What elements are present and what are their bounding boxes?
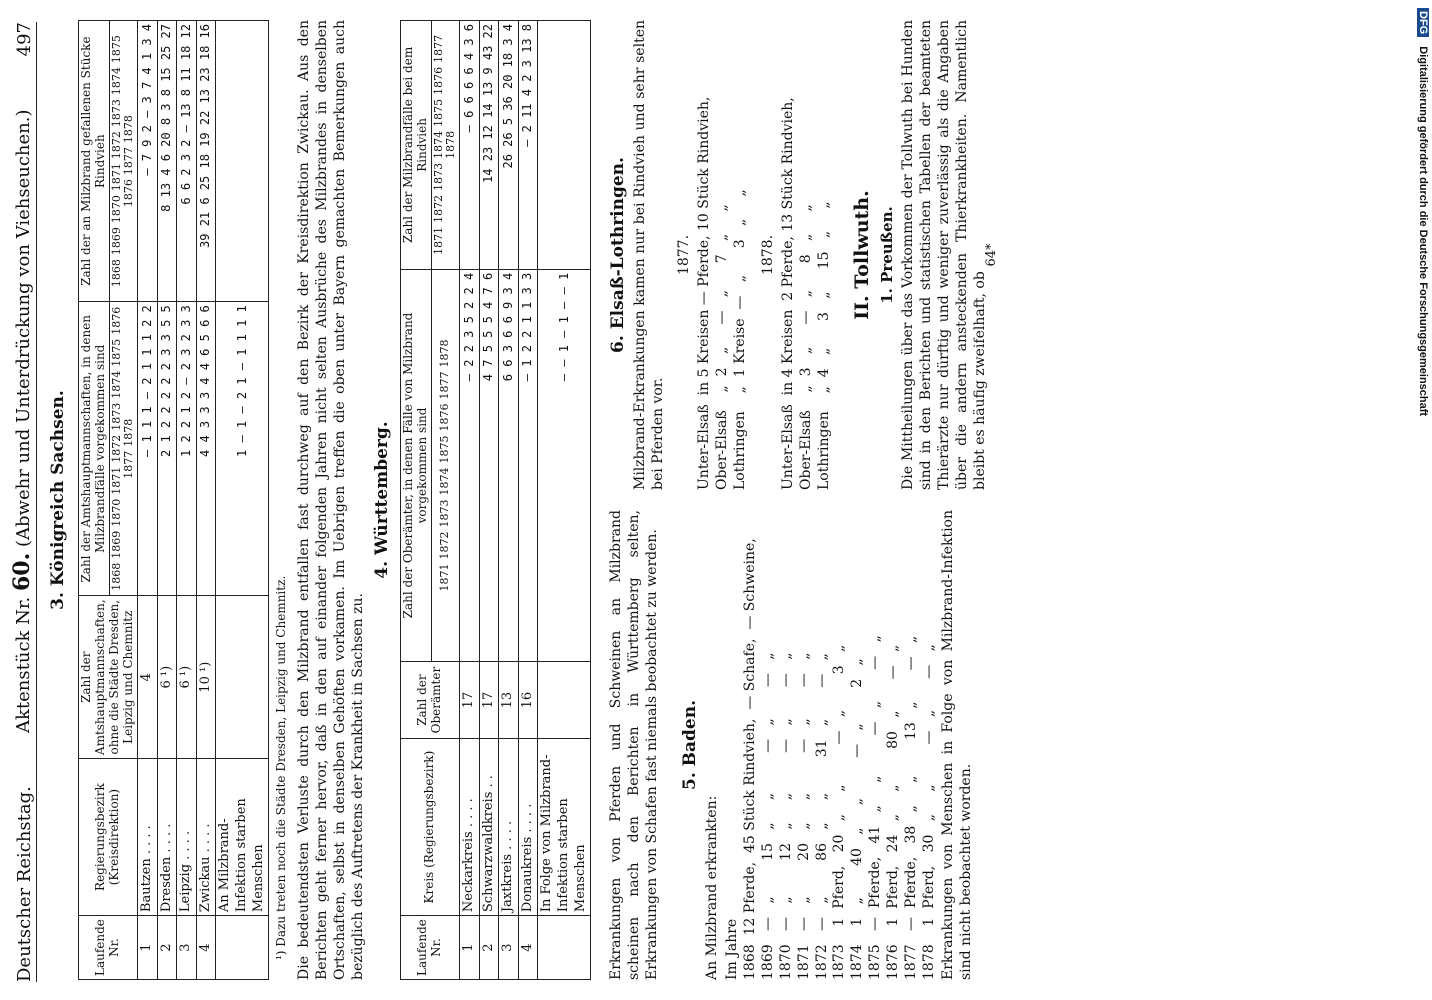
list-item: Unter-Elsaß in 4 Kreisen 2 Pferde, 13 Stück Rindvieh, [780,97,796,490]
list-item: 1875 — Pferde, 41 „ „ — „ — „ [867,635,884,980]
header-left: Deutscher Reichstag. [13,786,35,982]
elsass-list-1878 [780,20,834,490]
list-item: Ober-Elsaß „ 2 „ — „ 7 „ „ [713,204,730,490]
table-row: 3 Jaxtkreis . . . . 13 6 6 3 6 6 9 3 4 26 26 5 36 20 18 3 4 [499,21,519,980]
page-number: 497 [13,22,35,57]
table-row: In Folge von Milzbrand-Infektion starben Menschen — — 1 — 1 — — 1 [538,21,591,980]
signature-mark: 64* [984,243,999,267]
saxony-col-zahl: Zahl der Amtshauptmannschaften, ohne die Städte Dresden, Leipzig und Chemnitz [79,596,138,759]
table-row: 3 Leipzig . . . . 6 ¹) 1 2 2 1 2 — 2 3 2 3 3 6 6 2 3 2 — 13 8 11 18 12 [177,21,197,980]
year-label: 1875 [437,435,451,464]
year-label: 1873 [109,99,123,128]
year-label: 1871 [109,163,123,192]
saxony-heading: 3. Königreich Sachsen. [48,390,68,610]
year-label: 1869 [109,227,123,256]
tollwuth-heading: II. Tollwuth. [851,190,873,320]
list-item: Im Jahre [724,918,740,980]
saxony-col-bezirk: Regierungsbezirk (Kreisdirektion) [79,759,138,916]
year-label: 1878 [444,130,458,159]
stamp-text: Digitalisierung gefördert durch die Deutsche Forschungsgemeinschaft [1417,46,1429,417]
list-item: Unter-Elsaß in 5 Kreisen — Pferde, 10 Stück Rindvieh, [696,96,712,490]
wt-col-zahl: Zahl der Oberämter [401,662,460,739]
year-label: 1872 [109,434,123,463]
saxony-years-g2 [109,21,137,302]
saxony-col-lfd: Laufende Nr. [79,916,138,980]
year-label: 1871 [431,226,445,255]
year-label: 1878 [122,418,136,447]
header-right: (Abwehr und Unterdrückung von Viehseuchen.) [12,109,34,547]
year-label: 1877 [122,147,136,176]
wt-group1: Zahl der Oberämter, in denen Fälle von Milzbrand vorgekommen sind [401,269,432,661]
saxony-group1: Zahl der Amtshauptmannschaften, in denen Milzbrandfälle vorgekommen sind [79,302,110,596]
year-label: 1877 [122,450,136,479]
year-label: 1877 [437,371,451,400]
elsass-year-1877: 1877. [676,234,692,276]
list-item: 1870 — „ 12 „ „ — „ — „ [777,652,794,980]
year-label: 1873 [431,162,445,191]
header-center: Aktenstück Nr. 60. (Abwehr und Unterdrückung von Viehseuchen.) [8,109,35,733]
year-label: 1878 [122,115,136,144]
list-item: 1878 1 Pferd, 30 „ „ — „ — „ [920,644,937,980]
year-label: 1871 [437,563,451,592]
year-label: 1876 [122,179,136,208]
baden-closing: Erkrankungen von Menschen in Folge von Milzbrand-Infektion sind nicht beobachtet worden. [940,510,974,980]
wt-years-g1 [431,269,459,661]
saxony-years-g1 [109,302,137,596]
year-label: 1873 [437,499,451,528]
elsass-heading: 6. Elsaß-Lothringen. [608,157,628,353]
list-item: 1876 1 Pferd, 24 „ „ 80 „ — „ [885,644,902,980]
table-row: 1 Bautzen . . . . 4 — 1 1 1 — 2 1 1 1 2 2 — 7 9 2 — 3 7 4 1 3 4 [137,21,157,980]
saxony-group2: Zahl der an Milzbrand gefallenen Stücke Rindvieh [79,21,110,302]
year-label: 1872 [437,531,451,560]
list-item: Lothringen „ 4 „ 3 „ 15 „ „ [815,201,832,490]
year-label: 1872 [109,131,123,160]
elsass-intro: Milzbrand-Erkrankungen kamen nur bei Rindvieh und sehr selten bei Pferden vor. [632,20,666,490]
tollwuth-paragraph: Die Mittheilungen über das Vorkommen der Tollwuth bei Hunden sind in den Berichten und statistischen Tabellen der beamteten Thierärzte nur dürftig und weniger zuverlässig als die Angaben über die andern ansteckenden Thierkrankheiten. Namentlich bleibt es häufig zweifelhaft, ob [900,20,988,490]
list-item: 1872 — „ 86 „ „ 31 „ — „ [813,653,830,980]
year-label: 1878 [437,339,451,368]
page-header [8,22,37,982]
year-label: 1875 [109,35,123,64]
year-label: 1875 [431,98,445,127]
table-row: 2 Schwarzwaldkreis . . 17 4 7 5 5 5 4 7 6 14 23 12 14 13 9 43 22 [479,21,499,980]
list-item: 1871 — „ 20 „ „ — „ — „ [795,652,812,980]
wt-col-kreis: Kreis (Regierungsbezirk) [401,739,460,916]
year-label: 1871 [109,466,123,495]
table-row: 4 Zwickau . . . . 10 ¹) 4 4 3 3 3 4 4 6 5 6 6 39 21 6 25 18 19 22 13 23 18 16 [196,21,216,980]
table-row: An Milzbrand-Infektion starben Menschen 1 — 1 — 2 1 — 1 1 1 1 [216,21,269,980]
wuerttemberg-table [400,20,591,980]
table-row: 4 Donaukreis . . . . 16 — 1 2 2 1 1 3 3 — 2 11 4 2 3 13 8 [518,21,538,980]
saxony-table [78,20,269,980]
list-item: 1869 — „ 15 „ „ — „ — „ [759,652,776,980]
table-row: 1 Neckarkreis . . . . 17 — 2 2 3 5 2 2 4 — 6 6 6 6 4 3 6 [459,21,479,980]
elsass-list-1877 [696,20,750,490]
digitization-stamp [1414,8,1432,988]
year-label: 1874 [431,130,445,159]
list-item: 1873 1 Pferd, 20 „ „ — „ 3 „ [831,644,848,980]
saxony-paragraph: Die bedeutendsten Verluste durch den Milzbrand entfallen fast durchweg auf den Bezirk der Kreisdirektion Zwickau. Aus den Berichten geht ferner hervor, daß in den auf einander folgenden Jahren nicht selten Ausbrüche des Milzbrandes in denselben Ortschaften, selbst in denselben Gehöften vorkamen. Im Uebrigen treffen die oben unter Bayern gemachten Bemerkungen auch bezüglich des Auftretens der Krankheit in Sachsen zu. [296,20,366,980]
year-label: 1876 [109,306,123,335]
year-label: 1875 [109,338,123,367]
year-label: 1874 [437,467,451,496]
baden-list [724,510,939,980]
wt-years-g2 [431,21,459,270]
year-label: 1869 [109,530,123,559]
wt-group2: Zahl der Milzbrandfälle bei dem Rindvieh [401,21,432,270]
baden-lead: An Milzbrand erkrankten: [704,795,720,980]
year-label: 1874 [109,370,123,399]
year-label: 1872 [431,194,445,223]
dfg-logo: DFG [1417,8,1429,37]
year-label: 1877 [431,34,445,63]
saxony-footnote: ¹) Dazu treten noch die Städte Dresden, Leipzig und Chemnitz. [274,575,288,960]
list-item: Ober-Elsaß „ 3 „ — „ 8 „ „ [797,204,814,490]
list-item: Lothringen „ 1 Kreise — „ 3 „ „ [731,189,748,490]
year-label: 1874 [109,67,123,96]
list-item: 1877 — Pferde, 38 „ „ 13 „ — „ [903,635,920,980]
baden-heading: 5. Baden. [680,699,700,791]
year-label: 1873 [109,402,123,431]
year-label: 1876 [431,66,445,95]
tollwuth-subheading: 1. Preußen. [878,206,896,304]
baden-intro: Erkrankungen von Pferden und Schweinen an Milzbrand scheinen nach den Berichten in Württemberg selten, Erkrankungen von Schafen fast niemals beobachtet zu werden. [608,510,660,980]
list-item: 1868 12 Pferde, 45 Stück Rindvieh, — Schafe, — Schweine, [741,538,758,980]
elsass-year-1878: 1878. [760,234,776,276]
wuerttemberg-heading: 4. Württemberg. [372,421,392,579]
year-label: 1868 [109,259,123,288]
year-label: 1870 [109,498,123,527]
header-number: 60. [8,552,35,591]
year-label: 1876 [437,403,451,432]
wt-col-lfd: Laufende Nr. [401,916,460,980]
year-label: 1868 [109,562,123,591]
year-label: 1870 [109,195,123,224]
table-row: 2 Dresden . . . . 6 ¹) 2 1 2 2 2 2 2 3 3 5 5 8 13 4 6 20 8 3 8 15 25 27 [157,21,177,980]
list-item: 1874 1 „ 40 „ „ — „ 2 „ [849,658,866,980]
